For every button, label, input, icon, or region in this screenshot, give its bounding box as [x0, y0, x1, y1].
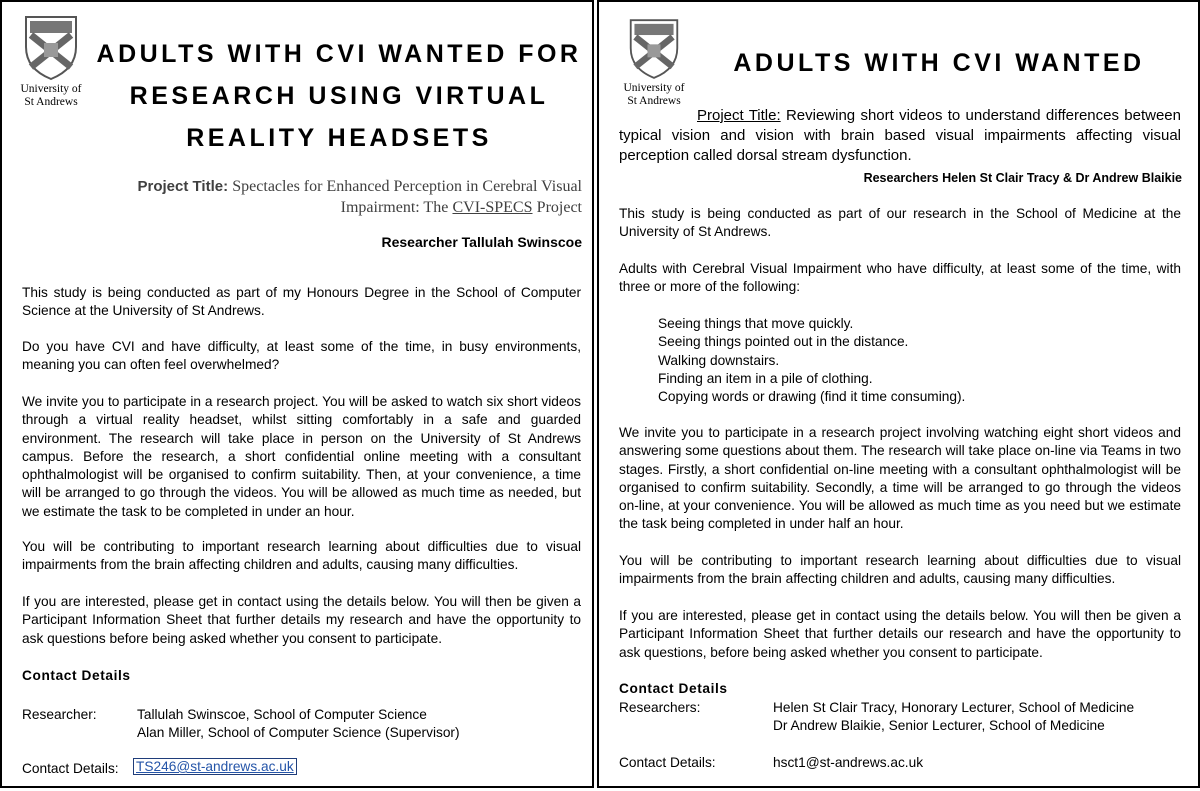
paragraph-5: If you are interested, please get in contact using the details below. You will then be given a Participant Information Sheet that further details my research and have the opportunity to ask questions before being asked whether you consent to participate.	[22, 594, 581, 646]
researchers-names: Researchers Helen St Clair Tracy & Dr Andrew Blaikie	[863, 171, 1182, 185]
paragraph-2: Adults with Cerebral Visual Impairment who have difficulty, at least some of the time, with three or more of the following:	[619, 261, 1181, 295]
list-item: Walking downstairs.	[658, 352, 780, 368]
crest-icon	[22, 13, 80, 83]
paragraph-4: You will be contributing to important research learning about difficulties due to visual impairments from the brain affecting children and adults, causing many difficulties.	[619, 553, 1181, 587]
paragraph-1: This study is being conducted as part of our research in the School of Medicine at the University of St Andrews.	[619, 206, 1181, 240]
logo-text-line2: St Andrews	[24, 96, 78, 108]
title-line-2: RESEARCH USING VIRTUAL	[129, 82, 549, 110]
logo-text-line2: St Andrews	[627, 95, 681, 107]
list-item: Copying words or drawing (find it time consuming).	[658, 389, 966, 405]
project-title-text-3: Project	[536, 199, 582, 216]
project-title-label: Project Title:	[697, 107, 781, 124]
crest-icon	[627, 16, 681, 82]
researcher-2: Alan Miller, School of Computer Science (Supervisor)	[137, 725, 460, 740]
project-title-label: Project Title:	[137, 178, 229, 195]
project-title-text: Reviewing short videos to understand differences between typical vision and vision with brain based visual impairments affecting visual perception called dorsal stream dysfunction.	[619, 107, 1181, 164]
researcher-1: Tallulah Swinscoe, School of Computer Science	[137, 707, 427, 722]
criteria-list	[658, 315, 965, 406]
project-title-text-1: Spectacles for Enhanced Perception in Cerebral Visual	[232, 178, 582, 195]
paragraph-5: If you are interested, please get in contact using the details below. You will then be given a Participant Information Sheet that further details our research and have the opportunity to ask questions, before being asked whether you consent to participate.	[619, 608, 1181, 660]
researcher-1: Helen St Clair Tracy, Honorary Lecturer, School of Medicine	[773, 700, 1135, 715]
researcher-2: Dr Andrew Blaikie, Senior Lecturer, School of Medicine	[773, 718, 1105, 733]
paragraph-3: We invite you to participate in a research project. You will be asked to watch six short videos through a virtual reality headset, whilst sitting comfortably in a safe and guarded environment. The research will take place in person on the University of St Andrews campus. Before the research, a short confidential online meeting with a consultant ophthalmologist will be organised to confirm suitability. Then, at your convenience, a time will be arranged to go through the videos. You will be allowed as much time as needed, but we estimate the task to be completed in under an hour.	[22, 394, 581, 519]
logo-text-line1: University of	[623, 82, 685, 94]
logo-text-line1: University of	[20, 83, 82, 95]
email-text[interactable]: hsct1@st-andrews.ac.uk	[773, 755, 924, 770]
list-item: Seeing things pointed out in the distance.	[658, 334, 909, 350]
list-item: Seeing things that move quickly.	[658, 316, 854, 331]
paragraph-2: Do you have CVI and have difficulty, at least some of the time, in busy environments, meaning you can often feel overwhelmed?	[22, 339, 581, 373]
email-link[interactable]	[133, 758, 297, 776]
paragraph-3: We invite you to participate in a research project involving watching eight short videos and answering some questions about them. The research will take place on-line via Teams in two stages. Firstly, a short confidential on-line meeting with a consultant ophthalmologist will be organised to confirm suitability. Secondly, a time will be arranged to go through the videos on-line, at your convenience. You will be allowed as much time as you need but we estimate the task being completed in under half an hour.	[619, 425, 1181, 532]
right-poster	[597, 0, 1200, 788]
title-line-3: REALITY HEADSETS	[186, 124, 492, 152]
page-title	[94, 33, 584, 159]
email-text[interactable]: TS246@st-andrews.ac.uk	[133, 758, 297, 775]
researcher-label: Researcher:	[22, 707, 97, 722]
list-item: Finding an item in a pile of clothing.	[658, 370, 873, 386]
page-title: ADULTS WITH CVI WANTED	[733, 49, 1145, 77]
contact-heading: Contact Details	[22, 668, 131, 683]
contact-label: Contact Details:	[22, 761, 119, 776]
paragraph-4: You will be contributing to important research learning about difficulties due to visual impairments from the brain affecting children and adults, causing many difficulties.	[22, 539, 581, 573]
contact-label: Contact Details:	[619, 755, 716, 770]
project-title-text-2: Impairment: The	[340, 199, 449, 216]
project-title-link[interactable]: CVI-SPECS	[452, 199, 533, 216]
researchers-label: Researchers:	[619, 700, 701, 715]
university-logo	[16, 13, 86, 109]
project-title	[82, 176, 582, 218]
paragraph-1: This study is being conducted as part of my Honours Degree in the School of Computer Science at the University of St Andrews.	[22, 285, 581, 319]
contact-heading: Contact Details	[619, 681, 728, 696]
researcher-name: Researcher Tallulah Swinscoe	[381, 234, 582, 250]
project-title	[619, 106, 1181, 166]
left-poster	[0, 0, 594, 788]
university-logo	[619, 16, 689, 108]
title-line-1: ADULTS WITH CVI WANTED FOR	[96, 40, 582, 68]
